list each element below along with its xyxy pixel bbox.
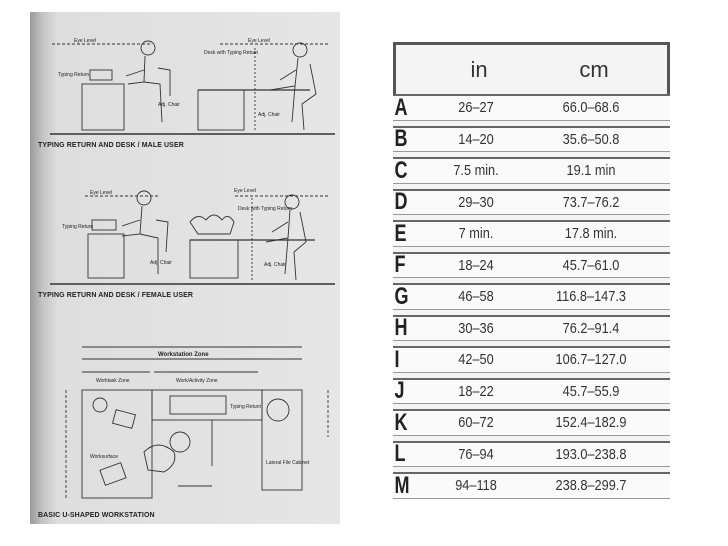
eye-level-label: Eye Level	[248, 38, 270, 44]
row-cm: 152.4–182.9	[555, 414, 627, 432]
row-in: 94–118	[455, 477, 497, 495]
row-in: 29–30	[458, 193, 494, 211]
ushape-labels	[90, 352, 310, 466]
table-row	[393, 472, 670, 499]
row-cm: 193.0–238.8	[555, 445, 627, 463]
row-key: D	[394, 188, 408, 216]
row-in: 42–50	[458, 351, 494, 369]
table-row	[393, 252, 670, 279]
table-row	[393, 220, 670, 247]
row-in: 7 min.	[458, 225, 494, 243]
male-labels	[58, 38, 280, 118]
table-row	[393, 346, 670, 373]
row-in: 30–36	[458, 319, 494, 337]
ushape-caption: BASIC U-SHAPED WORKSTATION	[38, 512, 155, 519]
row-key: M	[394, 471, 410, 499]
row-cm: 106.7–127.0	[555, 351, 627, 369]
drawings-panel	[30, 12, 340, 524]
row-cm: 116.8–147.3	[556, 288, 626, 306]
female-diagram	[50, 191, 335, 284]
row-in: 14–20	[458, 130, 494, 148]
eye-level-label: Eye Level	[90, 190, 112, 196]
work-activity-zone-label: Work/Activity Zone	[176, 378, 218, 384]
table-row	[393, 441, 670, 468]
header-in: in	[470, 56, 488, 82]
row-key: I	[394, 345, 400, 373]
lateral-file-cabinet-label: Lateral File Cabinet	[266, 460, 310, 466]
eye-level-label: Eye Level	[234, 188, 256, 194]
table-header	[393, 42, 670, 94]
row-cm: 76.2–91.4	[562, 319, 620, 337]
workstation-zone-label: Workstation Zone	[158, 352, 209, 358]
row-cm: 45.7–61.0	[562, 256, 620, 274]
row-in: 18–22	[458, 382, 494, 400]
female-labels	[62, 188, 292, 268]
row-key: F	[394, 251, 406, 279]
table-row	[393, 315, 670, 342]
row-key: E	[394, 219, 407, 247]
table-row	[393, 283, 670, 310]
workstation-drawings	[30, 12, 340, 524]
adj-chair-label: Adj. Chair	[150, 260, 172, 266]
row-key: H	[394, 314, 408, 342]
row-in: 7.5 min.	[453, 162, 499, 180]
male-diagram	[50, 41, 335, 134]
desk-with-return-label: Desk with Typing Return	[238, 206, 293, 212]
row-in: 76–94	[458, 445, 494, 463]
row-cm: 73.7–76.2	[562, 193, 620, 211]
row-cm: 238.8–299.7	[555, 477, 627, 495]
adj-chair-label: Adj. Chair	[158, 102, 180, 108]
table-body	[393, 94, 670, 499]
table-row	[393, 157, 670, 184]
table-row	[393, 189, 670, 216]
row-cm: 45.7–55.9	[562, 382, 620, 400]
row-key: K	[394, 408, 408, 436]
row-cm: 35.6–50.8	[562, 130, 620, 148]
male-caption: TYPING RETURN AND DESK / MALE USER	[38, 142, 184, 149]
row-key: L	[394, 440, 406, 468]
table-row	[393, 94, 670, 121]
row-key: J	[394, 377, 405, 405]
dimension-table	[393, 42, 670, 499]
eye-level-label: Eye Level	[74, 38, 96, 44]
row-in: 18–24	[458, 256, 494, 274]
worktask-zone-label: Worktask Zone	[96, 378, 130, 384]
female-caption: TYPING RETURN AND DESK / FEMALE USER	[38, 292, 194, 299]
ushape-diagram	[66, 347, 328, 498]
typing-return-label: Typing Return	[62, 224, 94, 230]
worksurface-label: Worksurface	[90, 454, 118, 460]
typing-return-label: Typing Return	[58, 72, 90, 78]
row-key: A	[394, 93, 408, 121]
table-row	[393, 409, 670, 436]
row-in: 26–27	[458, 99, 494, 117]
row-key: C	[394, 156, 408, 184]
row-cm: 17.8 min.	[564, 225, 618, 243]
header-cm: cm	[579, 56, 609, 82]
table-row	[393, 126, 670, 153]
row-cm: 66.0–68.6	[562, 99, 620, 117]
row-in: 60–72	[458, 414, 494, 432]
row-in: 46–58	[458, 288, 494, 306]
table-row	[393, 378, 670, 405]
adj-chair-label: Adj. Chair	[264, 262, 286, 268]
row-key: B	[394, 125, 408, 153]
row-key: G	[394, 282, 409, 310]
desk-with-return-label: Desk with Typing Return	[204, 50, 259, 56]
typing-return-label: Typing Return	[230, 404, 262, 410]
row-cm: 19.1 min	[566, 162, 616, 180]
adj-chair-label: Adj. Chair	[258, 112, 280, 118]
